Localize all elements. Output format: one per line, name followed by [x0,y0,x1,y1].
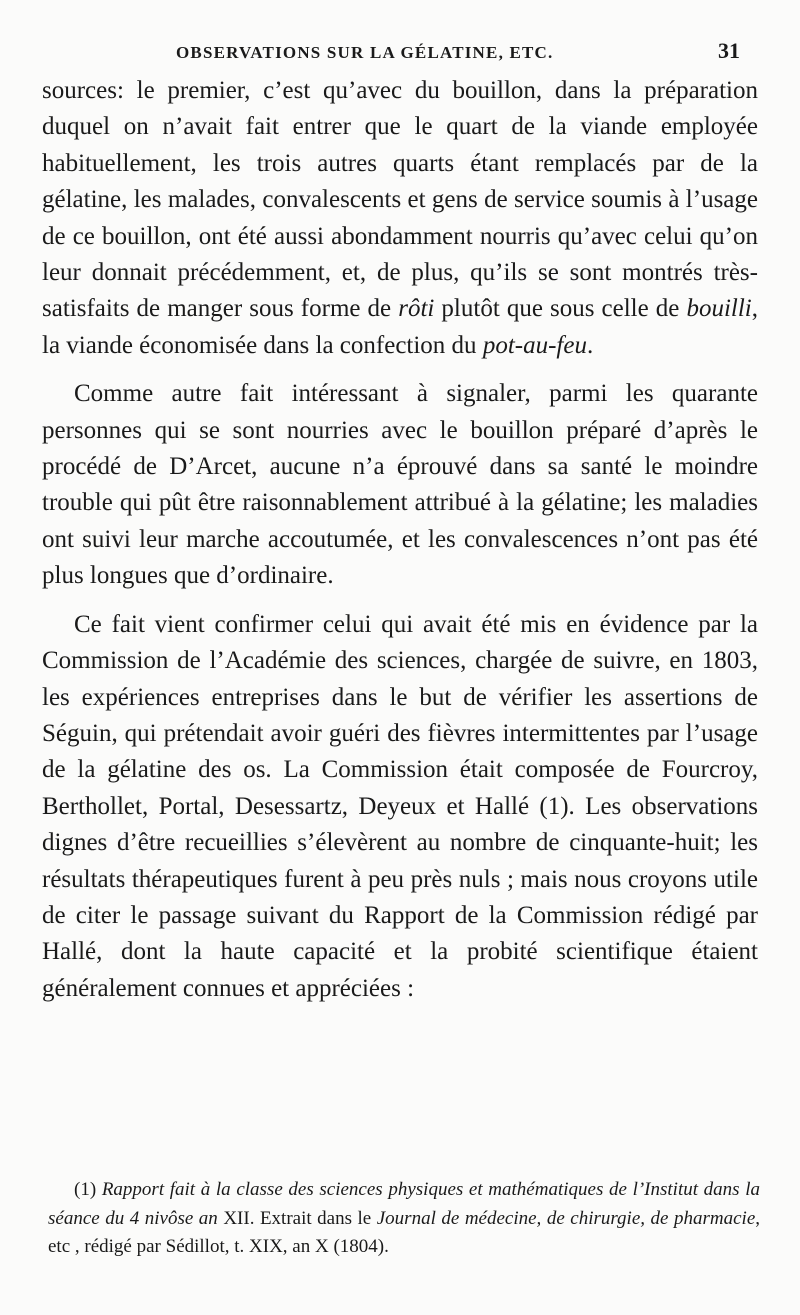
page-number: 31 [718,38,740,63]
paragraph-3 [42,607,758,1007]
italic-segment: bouilli [686,295,752,323]
footnote-journal-title: Journal de médecine, de chirurgie, de pharmacie [376,1207,756,1229]
body-text [42,73,758,1007]
paragraph-1 [42,73,758,364]
text-segment: plutôt que sous celle de [434,295,687,323]
footnote-marker: (1) [74,1179,102,1200]
running-head [176,38,740,68]
footnote-citation-title: Rapport fait à la classe des sciences physiques et mathématiques de l’Institut dans la séance du 4 nivôse an [48,1179,761,1229]
text-segment: Ce fait vient confirmer celui qui avait été mis en évidence par la Commission de l’Académie des sciences, chargée de suivre, en 1803, les expériences entreprises dans le but de vérifier les assertions de Séguin, qui prétendait avoir guéri des fièvres intermittentes par l’usage de la gélatine des os. La Commission était composée de Fourcroy, Berthollet, Portal, Desessartz, Deyeux et Hallé (1). Les observations dignes d’être recueillies s’élevèrent au nombre de cinquante-huit; les résultats thérapeutiques furent à peu près nuls ; mais nous croyons utile de citer le passage suivant du Rapport de la Commission rédigé par Hallé, dont la haute capacité et la probité scientifique étaient généralement connues et appréciées : [42,610,758,1002]
italic-segment: rôti [398,295,435,323]
text-segment: XII. Extrait dans le [217,1207,377,1229]
text-segment: Comme autre fait intéressant à signaler, parmi les quarante personnes qui se sont nourries avec le bouillon préparé d’après le procédé de D’Arcet, aucune n’a éprouvé dans sa santé le moindre trouble qui pût être raisonnablement attribué à la gélatine; les maladies ont suivi leur marche accoutumée, et les convalescences n’ont pas été plus longues que d’ordinaire. [42,380,758,590]
italic-segment: pot-au-feu [482,331,587,359]
text-segment: , etc , rédigé par Sédillot, t. XIX, an X (1804). [48,1207,760,1257]
text-segment: sources: le premier, c’est qu’avec du bouillon, dans la préparation duquel on n’avait fait entrer que le quart de la viande employée habituellement, les trois autres quarts étant remplacés par de la gélatine, les malades, convalescents et gens de service soumis à l’usage de ce bouillon, ont été aussi abondamment nourris qu’avec celui qu’on leur donnait précédemment, et, de plus, qu’ils se sont montrés très-satisfaits de manger sous forme de [42,77,758,323]
running-title: OBSERVATIONS SUR LA GÉLATINE, ETC. [176,43,554,62]
text-segment: . [586,331,594,359]
paragraph-2 [42,376,758,594]
footnote [48,1176,760,1262]
text-segment: , la viande économisée dans la confection du [42,295,759,359]
